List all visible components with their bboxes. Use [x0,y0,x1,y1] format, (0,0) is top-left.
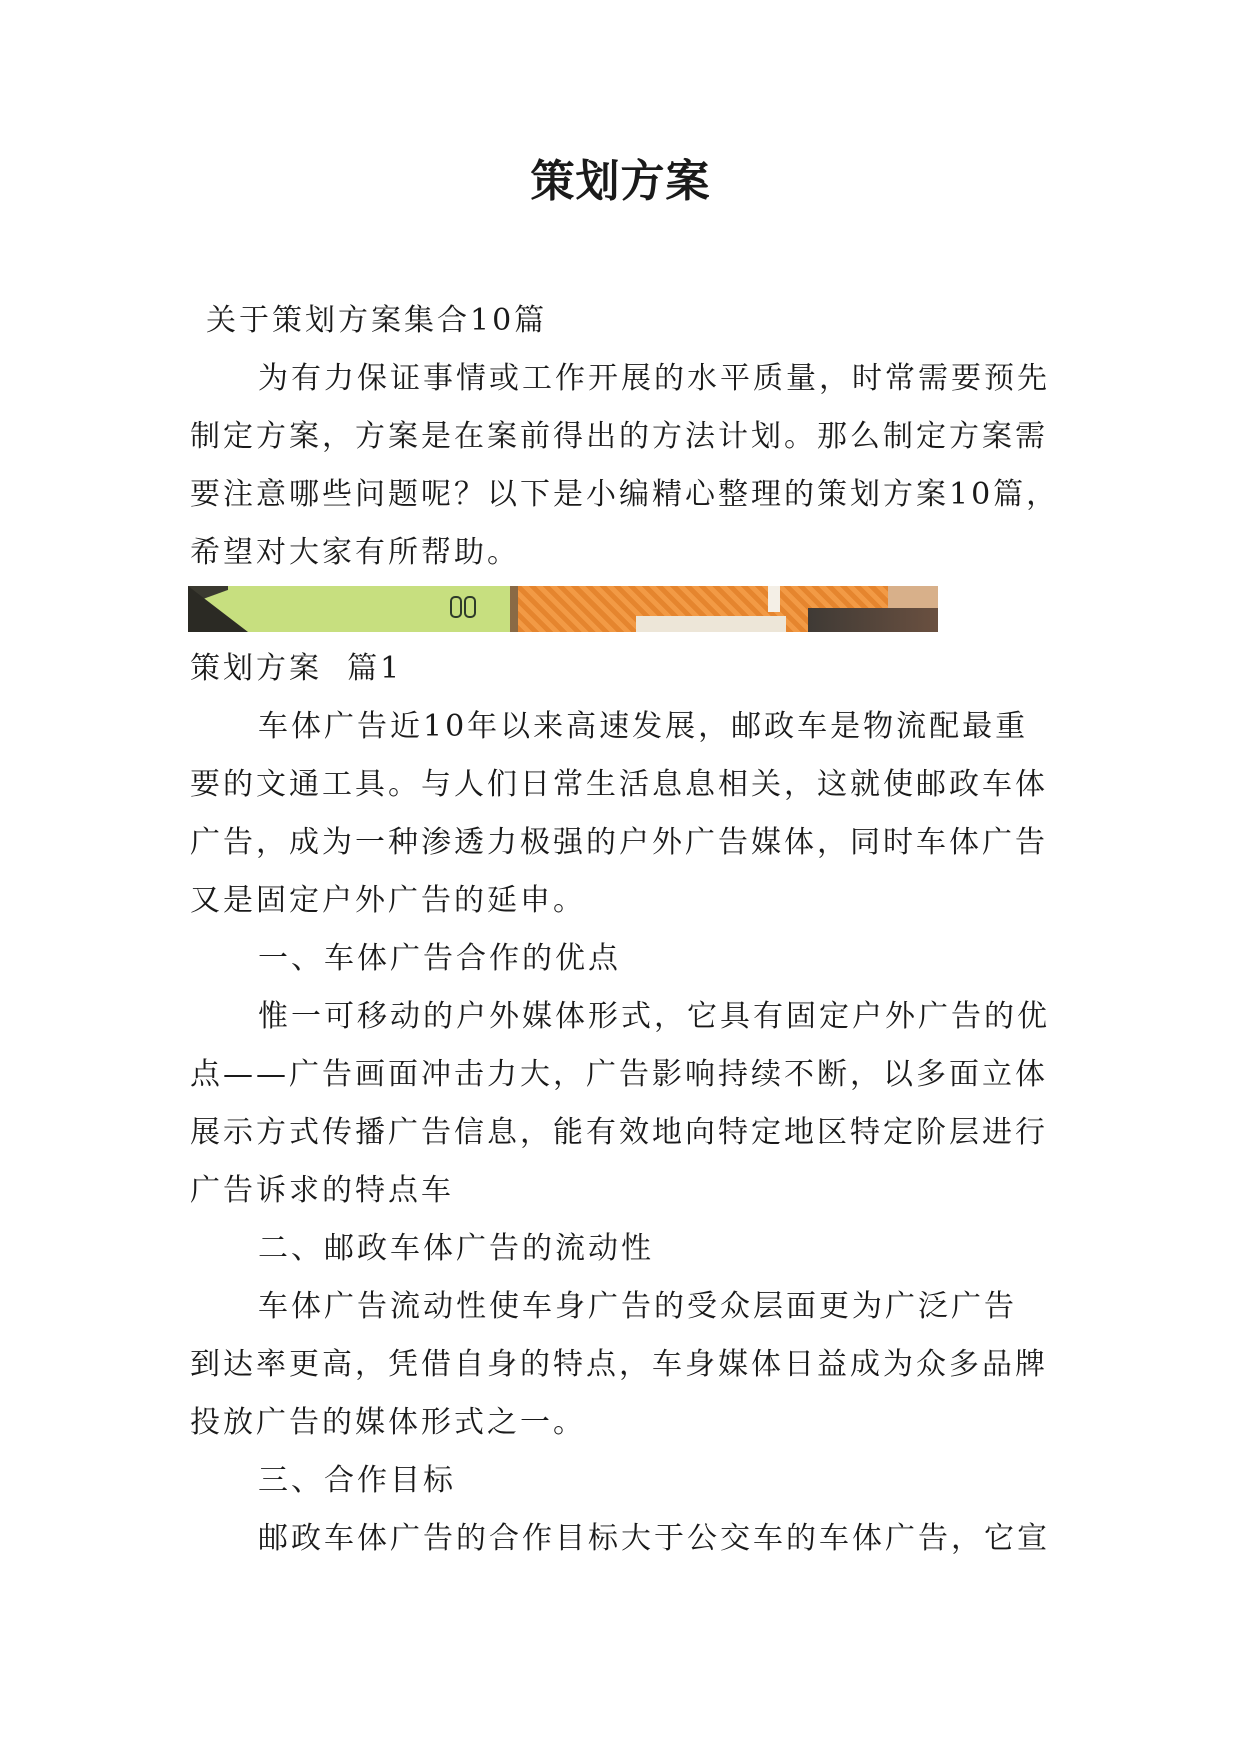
body-line: 投放广告的媒体形式之一。 [190,1405,586,1440]
document-body [190,292,1060,1568]
intro-line: 要注意哪些问题呢？以下是小编精心整理的策划方案10篇， [190,477,1060,512]
subheading: 二、邮政车体广告的流动性 [258,1231,654,1266]
body-line: 又是固定户外广告的延申。 [190,883,586,918]
body-line: 车体广告近10年以来高速发展，邮政车是物流配最重 [258,709,1029,744]
body-line: 邮政车体广告的合作目标大于公交车的车体广告，它宣 [258,1521,1050,1556]
body-line: 点——广告画面冲击力大，广告影响持续不断，以多面立体 [190,1057,1048,1092]
body-line: 到达率更高，凭借自身的特点，车身媒体日益成为众多品牌 [190,1347,1048,1382]
subheading: 一、车体广告合作的优点 [258,941,621,976]
intro-line: 关于策划方案集合10篇 [206,303,548,338]
intro-line: 希望对大家有所帮助。 [190,535,520,570]
subheading: 三、合作目标 [258,1463,456,1498]
body-line: 车体广告流动性使车身广告的受众层面更为广泛广告 [258,1289,1017,1324]
body-line: 展示方式传播广告信息，能有效地向特定地区特定阶层进行 [190,1115,1048,1150]
body-line: 惟一可移动的户外媒体形式，它具有固定户外广告的优 [258,999,1050,1034]
body-line: 要的文通工具。与人们日常生活息息相关，这就使邮政车体 [190,767,1048,802]
banner-image [188,586,938,632]
page-title: 策划方案 [530,156,711,207]
intro-line: 制定方案，方案是在案前得出的方法计划。那么制定方案需 [190,419,1048,454]
section-heading: 策划方案 篇1 [190,651,403,686]
intro-line: 为有力保证事情或工作开展的水平质量，时常需要预先 [258,361,1050,396]
body-line: 广告诉求的特点车 [190,1173,454,1208]
body-line: 广告，成为一种渗透力极强的户外广告媒体，同时车体广告 [190,825,1048,860]
